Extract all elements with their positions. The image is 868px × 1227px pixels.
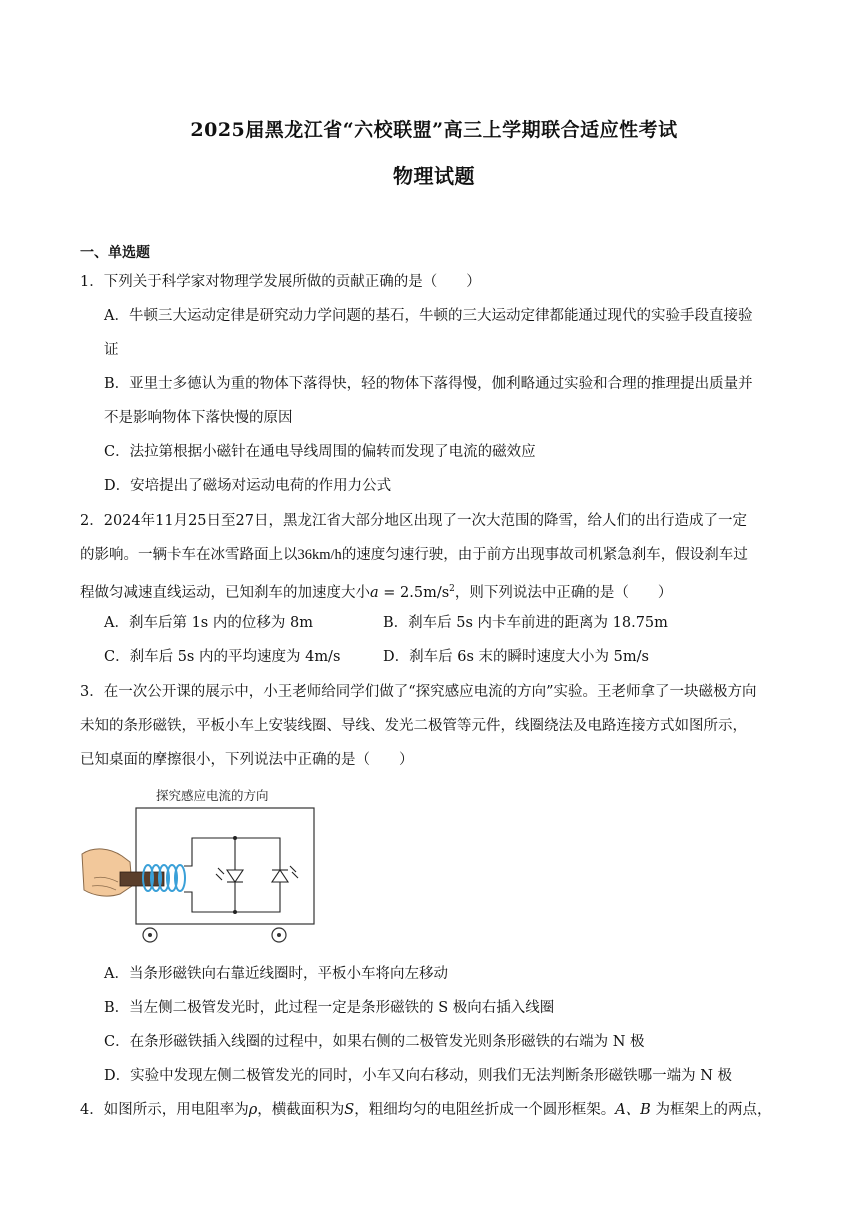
q2-option-d: D．刹车后 6s 末的瞬时速度大小为 5m/s (383, 649, 649, 665)
q2-text: 的影响。一辆卡车在冰雪路面上以 (80, 547, 298, 563)
figure-caption: 探究感应电流的方向 (156, 788, 269, 803)
q4-points: A、B (615, 1102, 651, 1118)
q2-option-b: B．刹车后 5s 内卡车前进的距离为 18.75m (383, 615, 668, 631)
q2-accel-exp: 2 (449, 584, 455, 594)
q3-stem-line2: 未知的条形磁铁，平板小车上安装线圈、导线、发光二极管等元件，线圈绕法及电路连接方式如图所示， (80, 718, 747, 734)
induction-experiment-figure (80, 786, 320, 946)
right-led-icon (272, 866, 298, 882)
q3-option-b: B．当左侧二极管发光时，此过程一定是条形磁铁的 S 极向右插入线圈 (104, 1000, 555, 1016)
q2-option-a: A．刹车后第 1s 内的位移为 8m (104, 615, 313, 631)
q3-stem-line1: 3．在一次公开课的展示中，小王老师给同学们做了“探究感应电流的方向”实验。王老师拿了一块磁极方向 (80, 684, 757, 700)
q4-rho: ρ (248, 1102, 258, 1118)
subject-title: 物理试题 (393, 164, 475, 188)
bar-magnet (120, 872, 164, 886)
q2-option-c: C．刹车后 5s 内的平均速度为 4m/s (104, 649, 341, 665)
q2-accel-var: a (370, 584, 379, 601)
q2-speed: 36km/h (297, 547, 342, 563)
q4-area: S (344, 1102, 355, 1118)
q1-option-b: B．亚里士多德认为重的物体下落得快，轻的物体下落得慢，伽利略通过实验和合理的推理提出质量并 (104, 376, 753, 392)
q1-option-a-cont: 证 (104, 342, 119, 358)
q4-text: 为框架上的两点， (650, 1102, 772, 1118)
q2-accel-val: = 2.5m/s (378, 584, 450, 601)
q4-stem (80, 1100, 771, 1120)
q4-text: ，横截面积为 (257, 1102, 345, 1118)
q3-option-a: A．当条形磁铁向右靠近线圈时，平板小车将向左移动 (104, 966, 448, 982)
q1-option-d: D．安培提出了磁场对运动电荷的作用力公式 (104, 478, 392, 494)
q2-stem-line2 (80, 545, 748, 565)
q3-option-d: D．实验中发现左侧二极管发光的同时，小车又向右移动，则我们无法判断条形磁铁哪一端为 N 极 (104, 1068, 733, 1084)
q4-text: ，粗细均匀的电阻丝折成一个圆形框架。 (354, 1102, 616, 1118)
q2-text: 的速度匀速行驶，由于前方出现事故司机紧急刹车，假设刹车过 (341, 547, 748, 563)
section-heading: 一、单选题 (80, 245, 150, 261)
exam-title: 2025届黑龙江省“六校联盟”高三上学期联合适应性考试 (190, 119, 678, 141)
left-led-icon (216, 868, 243, 882)
q1-option-b-cont: 不是影响物体下落快慢的原因 (104, 410, 293, 426)
q2-text: ，则下列说法中正确的是（ ） (454, 584, 673, 601)
q1-option-c: C．法拉第根据小磁针在通电导线周围的偏转而发现了电流的磁效应 (104, 444, 536, 460)
q1-option-a: A．牛顿三大运动定律是研究动力学问题的基石，牛顿的三大运动定律都能通过现代的实验手段直接验 (104, 308, 753, 324)
q3-option-c: C．在条形磁铁插入线圈的过程中，如果右侧的二极管发光则条形磁铁的右端为 N 极 (104, 1034, 645, 1050)
q1-stem: 1．下列关于科学家对物理学发展所做的贡献正确的是（ ） (80, 274, 481, 290)
q3-stem-line3: 已知桌面的摩擦很小，下列说法中正确的是（ ） (80, 752, 414, 768)
q2-stem-line1: 2．2024年11月25日至27日，黑龙江省大部分地区出现了一次大范围的降雪，给人们的出行造成了一定 (80, 513, 747, 529)
q4-text: 4．如图所示，用电阻率为 (80, 1102, 249, 1118)
q2-text: 程做匀减速直线运动，已知刹车的加速度大小 (80, 584, 370, 601)
q2-stem-line3 (80, 579, 672, 603)
